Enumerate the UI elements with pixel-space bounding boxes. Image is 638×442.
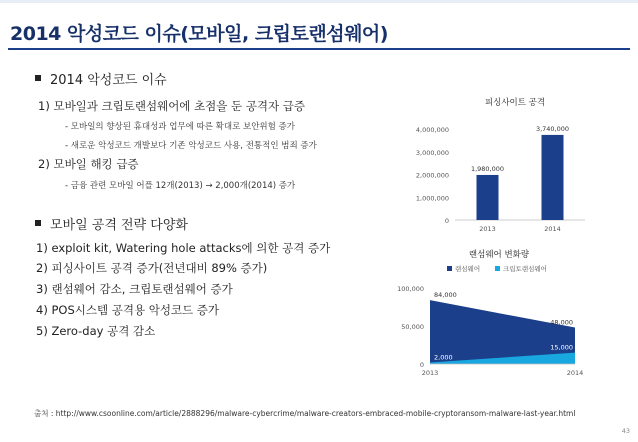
section1-heading: 2014 악성코드 이슈	[50, 73, 167, 88]
page-number: 43	[621, 427, 630, 435]
area-y-tick-label: 50,000	[401, 323, 424, 331]
section2-item-3: 3) 랜섬웨어 감소, 크립토랜섬웨어 증가	[36, 282, 233, 296]
section2-heading: 모바일 공격 전략 다양화	[50, 218, 188, 233]
area-chart-title: 랜섬웨어 변화량	[468, 250, 530, 260]
section2-item-2: 2) 피싱사이트 공격 증가(전년대비 89% 증가)	[36, 261, 268, 275]
title-divider	[8, 48, 630, 50]
bar-x-tick-label: 2014	[544, 225, 561, 233]
top-accent-bar	[0, 0, 638, 3]
bar-y-tick-label: 1,000,000	[415, 194, 449, 203]
source-citation: 출처 : http://www.csoonline.com/article/2888296/malware-cybercrime/malware-creators-embraced-mobile-cryptoransom-malware-last-year.html	[34, 409, 576, 418]
section1-item-1-sub-2: - 새로운 악성코드 개발보다 기존 악성코드 사용, 전통적인 범죄 증가	[65, 141, 317, 151]
bar-2014	[542, 135, 564, 220]
area-value-label: 2,000	[434, 353, 453, 362]
ransomware-area-chart	[395, 245, 595, 385]
bar-chart-title: 피싱사이트 공격	[484, 98, 546, 108]
bar-y-tick-label: 2,000,000	[415, 171, 449, 180]
area-value-label: 48,000	[550, 318, 573, 327]
area-y-tick-label: 100,000	[397, 285, 424, 293]
bar-value-label: 3,740,000	[535, 124, 570, 133]
section2-item-1: 1) exploit kit, Watering hole attacks에 의한 공격 증가	[36, 241, 331, 255]
legend-swatch	[447, 266, 452, 271]
bar-x-tick-label: 2013	[479, 225, 496, 233]
bar-y-tick-label: 0	[444, 217, 449, 225]
section1-item-2: 2) 모바일 해킹 급증	[38, 157, 139, 171]
section1-item-2-sub-1: - 금융 관련 모바일 어플 12개(2013) → 2,000개(2014) 증가	[65, 181, 296, 191]
bullet-square-icon	[35, 75, 41, 81]
bar-y-tick-label: 4,000,000	[415, 126, 449, 134]
area-value-label: 15,000	[550, 343, 573, 352]
area-y-tick-label: 0	[419, 361, 424, 369]
bar-y-tick-label: 3,000,000	[415, 148, 449, 157]
bar-value-label: 1,980,000	[470, 164, 505, 173]
area-x-tick-label: 2014	[566, 369, 584, 377]
bar-2013	[477, 175, 499, 220]
section1-item-1-sub-1: - 모바일의 향상된 휴대성과 업무에 따른 확대로 보안위험 증가	[65, 122, 295, 132]
legend-swatch	[495, 266, 500, 271]
slide-title: 2014 악성코드 이슈(모바일, 크립토랜섬웨어)	[10, 23, 388, 45]
legend-label: 랜섬웨어	[455, 265, 481, 273]
area-x-tick-label: 2013	[421, 369, 439, 377]
area-value-label: 84,000	[434, 291, 457, 300]
section2-item-4: 4) POS시스템 공격용 악성코드 증가	[36, 303, 220, 317]
legend-label: 크립토랜섬웨어	[503, 265, 547, 273]
section2-item-5: 5) Zero-day 공격 감소	[36, 324, 156, 338]
section1-item-1: 1) 모바일과 크립토랜섬웨어에 초점을 둔 공격자 급증	[38, 99, 306, 113]
bullet-square-icon	[35, 220, 41, 226]
phishing-bar-chart	[410, 90, 600, 240]
